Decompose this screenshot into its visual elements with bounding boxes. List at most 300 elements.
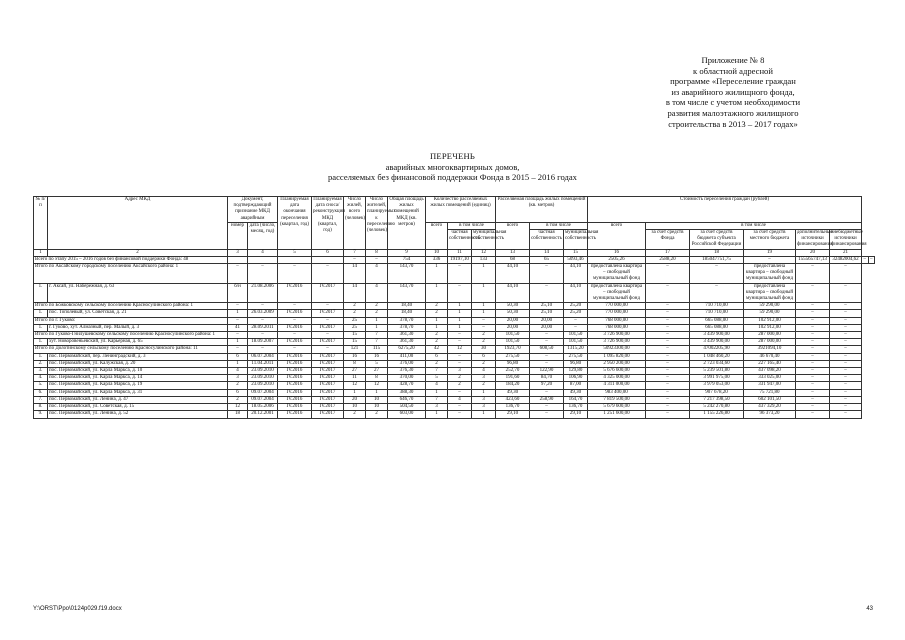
header-qty-incl: в том числе bbox=[448, 222, 496, 229]
data-cell: 1 bbox=[472, 310, 496, 317]
row-number-cell: 1. bbox=[34, 310, 48, 317]
group-label-cell: Всего по этапу 2015 – 2016 годов без финансовой поддержки Фонда: 48 bbox=[34, 256, 228, 263]
subtotal-row bbox=[34, 317, 875, 324]
data-cell: 3 726 900,00 bbox=[588, 339, 646, 346]
data-cell: 1 bbox=[448, 317, 472, 324]
data-cell: – bbox=[830, 310, 862, 317]
column-number-cell: 8 bbox=[366, 249, 388, 256]
header-own: частная собственность bbox=[530, 230, 564, 250]
table-row bbox=[34, 353, 875, 360]
data-cell: – bbox=[830, 339, 862, 346]
data-cell: IV.2016 bbox=[278, 411, 312, 418]
data-cell: 5 679 600,00 bbox=[588, 404, 646, 411]
data-cell: 59 290,00 bbox=[744, 310, 796, 317]
data-cell: 2 bbox=[426, 303, 448, 310]
header-qty-total: всего bbox=[426, 222, 448, 249]
data-cell: – bbox=[830, 360, 862, 367]
data-cell: 25,10 bbox=[530, 303, 564, 310]
data-cell: 1 bbox=[426, 264, 448, 284]
data-cell: – bbox=[228, 346, 248, 353]
data-cell: 50,30 bbox=[496, 303, 530, 310]
data-cell: 1 bbox=[472, 283, 496, 303]
data-cell: IV.2016 bbox=[278, 404, 312, 411]
data-cell: 1 bbox=[472, 303, 496, 310]
data-cell: 2 bbox=[472, 382, 496, 389]
data-cell: – bbox=[646, 368, 690, 375]
data-cell: 14 bbox=[344, 264, 366, 284]
header-plan-resettle: Планируемая дата окончания переселения (квартал, год) bbox=[278, 197, 312, 250]
data-cell: – bbox=[530, 264, 564, 284]
data-cell: 68 bbox=[496, 256, 530, 263]
data-cell: 754 bbox=[388, 256, 426, 263]
header-extra-sources: дополнительные источники финансирования bbox=[797, 230, 833, 248]
header-area-res: Расселяемая площадь жилых помещений (кв. метров) bbox=[496, 197, 588, 223]
row-number-cell: 5. bbox=[34, 382, 48, 389]
data-cell: 27 bbox=[344, 368, 366, 375]
data-cell: 2 bbox=[472, 360, 496, 367]
data-cell: 7 bbox=[426, 368, 448, 375]
data-cell: – bbox=[796, 339, 830, 346]
data-cell: 1 bbox=[426, 317, 448, 324]
data-cell: 164,70 bbox=[564, 396, 588, 403]
data-cell: IV.2016 bbox=[278, 389, 312, 396]
data-cell: 3 bbox=[472, 375, 496, 382]
data-cell: 30 bbox=[472, 346, 496, 353]
column-number-cell: 17 bbox=[646, 249, 690, 256]
data-cell: 1 bbox=[472, 411, 496, 418]
data-cell: 06.07.2004 bbox=[248, 353, 278, 360]
data-cell: – bbox=[448, 332, 472, 339]
data-cell: 665 088,00 bbox=[690, 317, 744, 324]
column-number-cell: 2 bbox=[48, 249, 228, 256]
data-cell: IV.2017 bbox=[312, 339, 344, 346]
data-cell: 20,00 bbox=[496, 317, 530, 324]
data-cell: 18.09.2007 bbox=[248, 339, 278, 346]
row-number-cell: 8. bbox=[34, 404, 48, 411]
data-cell: – bbox=[744, 256, 796, 263]
data-cell: – bbox=[830, 396, 862, 403]
data-cell: – bbox=[278, 346, 312, 353]
title-line-3: расселяемых без финансовой поддержки Фонда в 2015 – 2016 годах bbox=[328, 172, 577, 183]
data-cell: IV.2017 bbox=[312, 353, 344, 360]
address-cell: г. Аксай, ул. Набережная, д. 63 bbox=[48, 283, 228, 303]
data-cell: IV.2016 bbox=[278, 324, 312, 331]
data-cell: 96 373,20 bbox=[744, 411, 796, 418]
data-cell: 101,50 bbox=[496, 332, 530, 339]
data-cell: 4 bbox=[366, 264, 388, 284]
data-cell: 2588,20 bbox=[646, 256, 690, 263]
address-cell: пос. Первомайский, ул. Карла Маркса, д. 31 bbox=[48, 389, 228, 396]
data-cell: 25,10 bbox=[530, 310, 564, 317]
data-cell: – bbox=[796, 303, 830, 310]
data-cell: – bbox=[228, 317, 248, 324]
row-number-cell: 2. bbox=[34, 360, 48, 367]
data-cell: 7 bbox=[366, 339, 388, 346]
data-cell: – bbox=[646, 332, 690, 339]
document-title bbox=[0, 151, 905, 183]
data-cell: 50,30 bbox=[496, 310, 530, 317]
data-cell: – bbox=[448, 339, 472, 346]
data-cell: – bbox=[646, 389, 690, 396]
data-cell: 1 bbox=[366, 324, 388, 331]
data-cell: 1 095 820,00 bbox=[588, 353, 646, 360]
data-cell: 2 bbox=[228, 382, 248, 389]
column-number-cell: 9 bbox=[388, 249, 426, 256]
data-cell: 4 bbox=[366, 283, 388, 303]
row-number-cell: 9. bbox=[34, 411, 48, 418]
data-cell: 2 bbox=[426, 332, 448, 339]
data-cell: 7 819 500,00 bbox=[588, 396, 646, 403]
group-label-cell: Итого по Божковскому сельскому поселению Красносулинского района: 1 bbox=[34, 303, 228, 310]
data-cell: – bbox=[312, 317, 344, 324]
data-cell: – bbox=[646, 283, 690, 303]
data-cell: 4 311 000,00 bbox=[588, 382, 646, 389]
address-cell: г. Гуково, хут. Алмазный, пер. Малый, д. 3 bbox=[48, 324, 228, 331]
data-cell: 101,50 bbox=[564, 339, 588, 346]
data-cell: – bbox=[646, 310, 690, 317]
column-number-row bbox=[34, 249, 875, 256]
table-row bbox=[34, 389, 875, 396]
column-number-cell: 18 bbox=[690, 249, 744, 256]
address-cell: пос. Первомайский, ул. Карла Маркса, д. 10 bbox=[48, 368, 228, 375]
data-cell: 18 bbox=[228, 411, 248, 418]
column-number-cell: 21 bbox=[830, 249, 862, 256]
data-cell: – bbox=[646, 317, 690, 324]
data-cell: – bbox=[530, 353, 564, 360]
data-cell: 1 bbox=[228, 360, 248, 367]
data-cell: – bbox=[472, 324, 496, 331]
data-cell: – bbox=[796, 332, 830, 339]
address-cell: пос. Первомайский, ул. Ленина, д. 47 bbox=[48, 396, 228, 403]
data-cell: – bbox=[830, 382, 862, 389]
data-cell: – bbox=[796, 382, 830, 389]
data-cell: 1 bbox=[366, 317, 388, 324]
data-cell: 20 bbox=[344, 396, 366, 403]
data-cell: 65 bbox=[530, 256, 564, 263]
data-cell: 26.03.2009 bbox=[248, 310, 278, 317]
data-cell: – bbox=[530, 411, 564, 418]
data-cell: 1315,20 bbox=[564, 346, 588, 353]
data-cell: – bbox=[830, 404, 862, 411]
data-cell: 115 bbox=[366, 346, 388, 353]
data-cell: 19197,10 bbox=[448, 256, 472, 263]
data-cell: – bbox=[312, 346, 344, 353]
data-cell: 3 bbox=[472, 404, 496, 411]
data-cell: 136,70 bbox=[496, 404, 530, 411]
table-row bbox=[34, 375, 875, 382]
data-cell: 376,30 bbox=[388, 368, 426, 375]
data-cell: – bbox=[228, 303, 248, 310]
data-cell: 646,70 bbox=[388, 396, 426, 403]
data-cell: – bbox=[248, 317, 278, 324]
data-cell: 2 bbox=[426, 360, 448, 367]
header-own: частная собственность bbox=[448, 230, 472, 250]
data-cell: – bbox=[830, 375, 862, 382]
data-cell: 3 979 053,00 bbox=[690, 382, 744, 389]
data-cell: IV.2017 bbox=[312, 368, 344, 375]
data-cell: 370,00 bbox=[388, 375, 426, 382]
data-cell: 3 bbox=[448, 368, 472, 375]
data-cell: – bbox=[796, 346, 830, 353]
footer-file-path: Y:\ORST\Ppo\0124p029.f19.docx bbox=[33, 606, 122, 612]
data-cell: 6 bbox=[228, 389, 248, 396]
data-cell: – bbox=[830, 411, 862, 418]
header-row bbox=[34, 197, 875, 223]
table-row bbox=[34, 283, 875, 303]
table-row bbox=[34, 360, 875, 367]
data-cell: 3 726 900,00 bbox=[588, 332, 646, 339]
data-cell: 437 329,20 bbox=[744, 404, 796, 411]
appendix-line: Приложение № 8 bbox=[701, 55, 765, 65]
data-cell: 191,60 bbox=[496, 375, 530, 382]
appendix-block bbox=[603, 55, 863, 129]
data-cell: 361,30 bbox=[388, 332, 426, 339]
data-cell: 4 bbox=[472, 368, 496, 375]
data-cell: – bbox=[863, 256, 866, 262]
column-number-cell: 3 bbox=[228, 249, 248, 256]
data-cell: – bbox=[228, 332, 248, 339]
data-cell: 2 bbox=[448, 375, 472, 382]
data-cell: – bbox=[530, 389, 564, 396]
data-cell: 25 bbox=[344, 317, 366, 324]
data-cell: 4 bbox=[448, 396, 472, 403]
data-cell: 20,00 bbox=[530, 317, 564, 324]
data-cell: 608,50 bbox=[530, 346, 564, 353]
data-cell bbox=[278, 256, 312, 263]
data-cell: 3 bbox=[426, 404, 448, 411]
data-cell: 18,40 bbox=[388, 303, 426, 310]
header-subject-budget: за счет средств бюджета субъекта Российской Федерации bbox=[690, 230, 744, 250]
data-cell: – bbox=[228, 264, 248, 284]
data-cell: – bbox=[248, 264, 278, 284]
subtotal-row bbox=[34, 264, 875, 284]
data-cell: 6275,20 bbox=[388, 346, 426, 353]
header-cost-incl: в том числе bbox=[646, 222, 862, 229]
table-body bbox=[34, 249, 875, 418]
data-cell: IV.2016 bbox=[278, 382, 312, 389]
data-cell: 3 bbox=[472, 396, 496, 403]
data-cell: 136,70 bbox=[564, 404, 588, 411]
table-row bbox=[34, 382, 875, 389]
data-cell: 20,00 bbox=[496, 324, 530, 331]
row-number-cell: 1. bbox=[34, 324, 48, 331]
data-cell: IV.2017 bbox=[312, 310, 344, 317]
data-cell: 41 bbox=[228, 324, 248, 331]
data-cell: 768 000,00 bbox=[588, 324, 646, 331]
data-cell: 4 bbox=[228, 368, 248, 375]
data-cell: IV.2016 bbox=[278, 375, 312, 382]
data-cell: – bbox=[448, 360, 472, 367]
row-number-cell: 4. bbox=[34, 375, 48, 382]
data-cell: 44,10 bbox=[564, 264, 588, 284]
data-cell: 46 670,40 bbox=[744, 353, 796, 360]
header-qty: Количество расселяемых жилых помещений (единиц) bbox=[426, 197, 496, 223]
data-cell: 49,30 bbox=[496, 389, 530, 396]
data-cell: 09.07.2004 bbox=[248, 396, 278, 403]
data-cell: 2505,26 bbox=[588, 256, 646, 263]
data-cell: IV.2017 bbox=[312, 375, 344, 382]
data-cell: 59 290,00 bbox=[744, 303, 796, 310]
data-cell: – bbox=[344, 256, 366, 263]
data-cell: – bbox=[278, 303, 312, 310]
data-cell: 331 947,00 bbox=[744, 382, 796, 389]
data-cell: 25,20 bbox=[564, 310, 588, 317]
table-row bbox=[34, 411, 875, 418]
data-cell: 1 155 226,80 bbox=[690, 411, 744, 418]
data-cell: 16 bbox=[366, 353, 388, 360]
group-label-cell: Итого по Гуково-Гнилушевскому сельскому поселению Красносулинского района: 1 bbox=[34, 332, 228, 339]
group-label-cell: Итого по Аксайскому городскому поселению Аксайского района: 1 bbox=[34, 264, 228, 284]
appendix-line: к областной адресной bbox=[693, 65, 773, 76]
data-cell: 102 912,00 bbox=[744, 317, 796, 324]
data-cell: 8 bbox=[366, 375, 388, 382]
data-cell: – bbox=[796, 368, 830, 375]
data-cell: – bbox=[646, 411, 690, 418]
data-cell: 09.07.2004 bbox=[248, 389, 278, 396]
appendix-line: в том числе с учетом необходимости bbox=[665, 97, 801, 108]
data-cell: – bbox=[796, 360, 830, 367]
data-cell: 4 325 000,00 bbox=[588, 375, 646, 382]
data-cell: 3921094,10 bbox=[744, 346, 796, 353]
data-cell: 5 242 270,80 bbox=[690, 404, 744, 411]
data-cell: 2 bbox=[472, 332, 496, 339]
data-cell: – bbox=[646, 353, 690, 360]
data-cell: – bbox=[530, 332, 564, 339]
data-cell: 10 bbox=[366, 404, 388, 411]
data-cell: IV.2016 bbox=[278, 360, 312, 367]
data-cell: – bbox=[830, 264, 862, 284]
data-cell: – bbox=[796, 396, 830, 403]
data-cell: 376,00 bbox=[388, 360, 426, 367]
data-cell: – bbox=[278, 264, 312, 284]
data-cell: 15 bbox=[344, 332, 366, 339]
data-cell: – bbox=[830, 368, 862, 375]
data-cell: – bbox=[830, 346, 862, 353]
data-cell: – bbox=[646, 324, 690, 331]
data-cell: 227 165,40 bbox=[744, 360, 796, 367]
data-cell: – bbox=[646, 360, 690, 367]
data-cell: 15 bbox=[344, 339, 366, 346]
header-address: Адрес МКД bbox=[48, 197, 228, 250]
data-cell: – bbox=[530, 339, 564, 346]
data-cell: 12 bbox=[228, 404, 248, 411]
data-cell: – bbox=[564, 324, 588, 331]
data-cell: 143,70 bbox=[388, 283, 426, 303]
data-cell: 1 bbox=[426, 283, 448, 303]
data-cell: – bbox=[646, 375, 690, 382]
data-cell: 1 bbox=[344, 389, 366, 396]
appendix-line: из аварийного жилищного фонда, bbox=[671, 86, 795, 97]
data-cell: 23.09.2010 bbox=[248, 368, 278, 375]
header-mun: муниципальная собственность bbox=[564, 230, 588, 250]
title-line-1: ПЕРЕЧЕНЬ bbox=[429, 151, 476, 161]
data-cell: – bbox=[248, 346, 278, 353]
data-cell: 106,90 bbox=[564, 375, 588, 382]
data-cell: – bbox=[312, 264, 344, 284]
data-cell: 20,00 bbox=[530, 324, 564, 331]
data-cell: 155565747,13 bbox=[796, 256, 830, 263]
data-cell: – bbox=[830, 324, 862, 331]
data-cell: – bbox=[796, 317, 830, 324]
address-cell: хут. Новоровеньевский, ул. Карьерная, д. 65 bbox=[48, 339, 228, 346]
data-cell: – bbox=[796, 264, 830, 284]
data-cell: – bbox=[248, 303, 278, 310]
data-cell: – bbox=[448, 411, 472, 418]
data-cell: 184,20 bbox=[496, 382, 530, 389]
data-cell: 121 bbox=[344, 346, 366, 353]
data-cell: 1 bbox=[426, 411, 448, 418]
header-document: Документ, подтверждающий признание МКД аварийным bbox=[228, 197, 278, 223]
data-cell: 102 912,00 bbox=[744, 324, 796, 331]
data-cell: 50923300,00 bbox=[588, 346, 646, 353]
data-cell: 6 bbox=[426, 353, 448, 360]
data-cell: 29,10 bbox=[564, 411, 588, 418]
row-number-cell: 3. bbox=[34, 368, 48, 375]
data-cell: 5 bbox=[366, 360, 388, 367]
data-cell: – bbox=[530, 283, 564, 303]
data-cell: 6 bbox=[472, 353, 496, 360]
data-cell: – bbox=[830, 283, 862, 303]
data-cell: – bbox=[646, 264, 690, 284]
column-number-cell: 10 bbox=[426, 249, 448, 256]
data-cell: – bbox=[690, 264, 744, 284]
data-cell: 378,70 bbox=[388, 324, 426, 331]
data-cell: 2 bbox=[344, 303, 366, 310]
data-cell: 5093,46 bbox=[564, 256, 588, 263]
data-cell: 6 bbox=[228, 353, 248, 360]
address-cell: пос. Первомайский, ул. Карла Маркса, д. 14 bbox=[48, 375, 228, 382]
data-cell: 2 bbox=[366, 303, 388, 310]
data-cell: 770 000,00 bbox=[588, 303, 646, 310]
data-cell: – bbox=[690, 283, 744, 303]
data-cell: 768 000,00 bbox=[588, 317, 646, 324]
data-cell: 2 bbox=[228, 396, 248, 403]
column-number-cell: 6 bbox=[312, 249, 344, 256]
data-cell: 1 bbox=[472, 389, 496, 396]
data-cell: 10 bbox=[366, 396, 388, 403]
data-cell: 25,20 bbox=[564, 303, 588, 310]
data-cell: 2 bbox=[448, 382, 472, 389]
data-cell: – bbox=[448, 264, 472, 284]
address-cell: пос. Первомайский, ул. Ленина, д. 52 bbox=[48, 411, 228, 418]
data-cell: 18,40 bbox=[388, 310, 426, 317]
data-cell: 275,50 bbox=[496, 353, 530, 360]
data-cell: 710 710,00 bbox=[690, 303, 744, 310]
data-cell bbox=[228, 256, 248, 263]
data-cell: 1 bbox=[228, 339, 248, 346]
data-cell: 2 bbox=[344, 411, 366, 418]
data-cell: – bbox=[530, 360, 564, 367]
address-cell: пос. Тополевый, ул. Советская, д. 21 bbox=[48, 310, 228, 317]
header-local-budget: за счет средств местного бюджета bbox=[744, 230, 796, 250]
data-cell: IV.2016 bbox=[278, 368, 312, 375]
data-cell: – bbox=[530, 404, 564, 411]
data-cell: 2 bbox=[472, 339, 496, 346]
title-line-2: аварийных многоквартирных домов, bbox=[385, 161, 520, 172]
data-cell: 3 439 900,00 bbox=[690, 332, 744, 339]
header-doc-date: дата (число, месяц, год) bbox=[248, 222, 278, 249]
data-cell: 504,50 bbox=[388, 404, 426, 411]
subtotal-row bbox=[34, 346, 875, 353]
column-number-cell: 4 bbox=[248, 249, 278, 256]
data-cell: – bbox=[472, 317, 496, 324]
data-cell: – bbox=[646, 396, 690, 403]
data-cell: IV.2017 bbox=[312, 324, 344, 331]
header-area: Общая площадь жилых помещений МКД (кв. метров) bbox=[388, 197, 426, 250]
data-cell: – bbox=[796, 353, 830, 360]
data-cell bbox=[312, 256, 344, 263]
data-cell: 47002205,90 bbox=[690, 346, 744, 353]
